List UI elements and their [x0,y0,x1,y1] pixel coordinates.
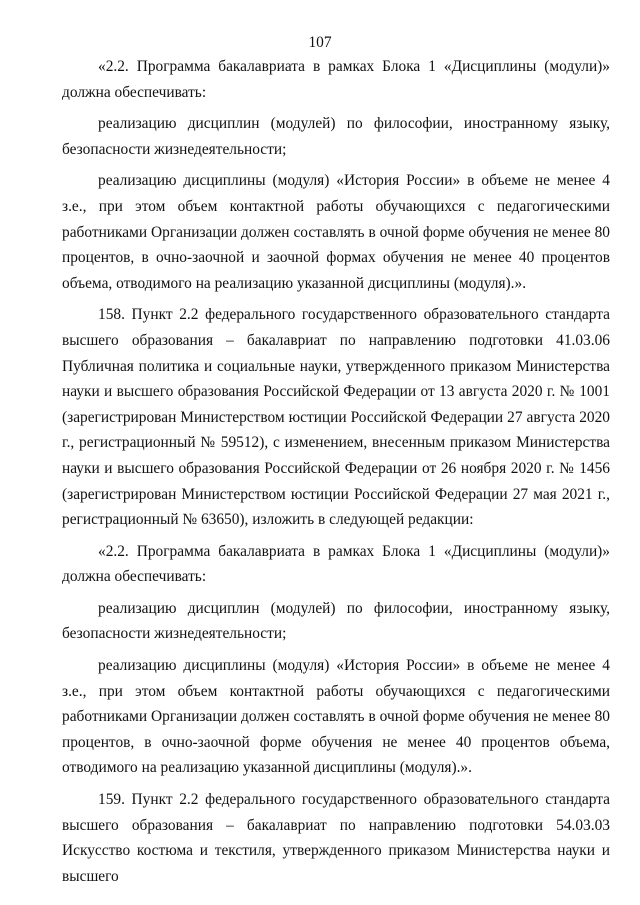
paragraph-quote-intro-2: «2.2. Программа бакалавриата в рамках Блока 1 «Дисциплины (модули)» должна обеспечивать: [62,542,610,586]
paragraph-item-159: 159. Пункт 2.2 федерального государственного образовательного стандарта высшего образования – бакалавриат по направлению подготовки 54.03.03 Искусство костюма и текстиля, утвержденного приказом Министерства науки и высшего [62,791,610,885]
document-body [62,54,610,895]
paragraph-quote-intro-1: «2.2. Программа бакалавриата в рамках Блока 1 «Дисциплины (модули)» должна обеспечивать: [62,58,610,101]
page-number: 107 [308,34,332,51]
paragraph-disciplines-1: реализацию дисциплин (модулей) по философии, иностранному языку, безопасности жизнедеятельности; [62,115,610,158]
paragraph-item-158: 158. Пункт 2.2 федерального государственного образовательного стандарта высшего образования – бакалавриат по направлению подготовки 41.03.06 Публичная политика и социальные науки, утвержденного приказом Министерства науки и высшего образования Российской Федерации от 13 августа 2020 г. № 1001 (зарегистрирован Министерством юстиции Российской Федерации 27 августа 2020 г., регистрационный № 59512), с изменением, внесенным приказом Министерства науки и высшего образования Российской Федерации от 26 ноября 2020 г. № 1456 (зарегистрирован Министерством юстиции Российской Федерации 27 мая 2021 г., регистрационный № 63650), изложить в следующей редакции: [62,306,610,529]
paragraph-disciplines-2: реализацию дисциплин (модулей) по философии, иностранному языку, безопасности жизнедеятельности; [62,599,610,643]
paragraph-history-1: реализацию дисциплины (модуля) «История России» в объеме не менее 4 з.е., при этом объем контактной работы обучающихся с педагогическими работниками Организации должен составлять в очной форме обучения не менее 80 процентов, в очно-заочной и заочной формах обучения не менее 40 процентов объема, отводимого на реализацию указанной дисциплины (модуля).». [62,172,610,292]
paragraph-history-2: реализацию дисциплины (модуля) «История России» в объеме не менее 4 з.е., при этом объем контактной работы обучающихся с педагогическими работниками Организации должен составлять в очной форме обучения не менее 80 процентов, в очно-заочной форме обучения не менее 40 процентов объема, отводимого на реализацию указанной дисциплины (модуля).». [62,657,610,777]
